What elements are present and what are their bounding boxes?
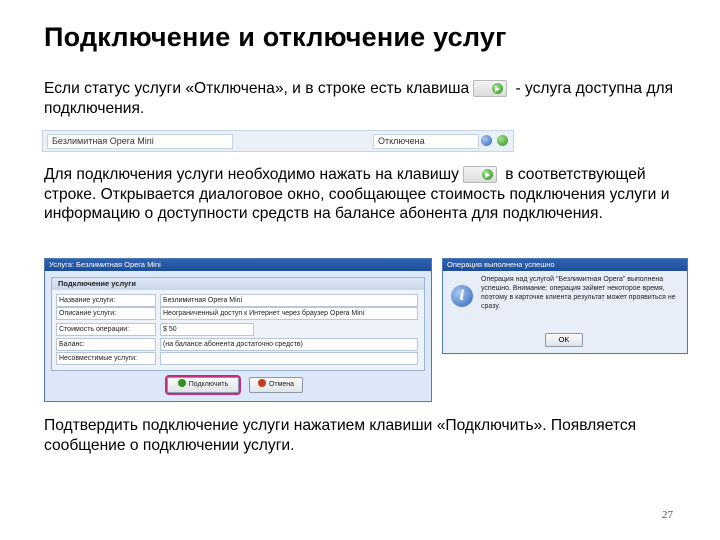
field-label: Баланс:: [56, 338, 156, 351]
connect-service-dialog: [44, 258, 432, 402]
info-icon[interactable]: [481, 135, 492, 146]
field-value: (на балансе абонента достаточно средств): [160, 338, 418, 351]
dialog-title: Операция выполнена успешно: [443, 259, 687, 271]
field-label: Стоимость операции:: [56, 323, 156, 336]
service-row: [42, 130, 514, 152]
paragraph-instructions: [44, 165, 684, 224]
field-row: [56, 294, 418, 306]
field-value: $ 50: [160, 323, 254, 336]
paragraph-text-before: Для подключения услуги необходимо нажать на клавишу: [44, 166, 459, 183]
field-row: [56, 352, 418, 364]
field-label: Название услуги:: [56, 294, 156, 307]
checkmark-icon: [178, 379, 186, 387]
cancel-button[interactable]: [249, 377, 303, 393]
connect-icon-button-example: [463, 166, 497, 183]
cancel-button-label: Отмена: [268, 381, 295, 388]
ok-button[interactable]: OK: [545, 333, 583, 347]
paragraph-availability: [44, 79, 684, 118]
success-dialog: [442, 258, 688, 354]
dialog-message: Операция над услугой "Безлимитная Opera" выполнена успешно. Внимание: операция займет некоторое время, поэтому в карточке клиента результат может проявиться не сразу.: [481, 276, 676, 310]
paragraph-text-after: - услуга доступна для подключения.: [44, 80, 674, 117]
green-arrow-icon: [492, 83, 503, 94]
connect-button[interactable]: [167, 377, 239, 393]
info-icon: i: [451, 285, 473, 307]
field-row: [56, 323, 418, 335]
field-value: Неограниченный доступ к Интернет через браузер Opera Mini: [160, 307, 418, 320]
field-value: Безлимитная Opera Mini: [160, 294, 418, 307]
connect-icon-button-example: [473, 80, 507, 97]
dialog-title: Услуга: Безлимитная Opera Mini: [45, 259, 431, 271]
page-title: Подключение и отключение услуг: [44, 22, 507, 52]
field-value: [160, 352, 418, 365]
paragraph-text-before: Если статус услуги «Отключена», и в строке есть клавиша: [44, 80, 470, 97]
service-name-cell: Безлимитная Opera Mini: [47, 134, 233, 149]
page-number: 27: [662, 509, 673, 521]
green-arrow-icon: [482, 169, 493, 180]
connect-group: [51, 277, 425, 371]
paragraph-confirm: Подтвердить подключение услуги нажатием клавиши «Подключить». Появляется сообщение о подключении услуги.: [44, 417, 637, 454]
connect-button-label: Подключить: [188, 381, 229, 388]
field-label: Описание услуги:: [56, 307, 156, 320]
close-icon: [258, 379, 266, 387]
field-row: [56, 338, 418, 350]
field-label: Несовместимые услуги:: [56, 352, 156, 365]
field-row: [56, 307, 418, 319]
service-status-cell: Отключена: [373, 134, 479, 149]
group-title: Подключение услуги: [52, 278, 424, 290]
connect-arrow-icon[interactable]: [497, 135, 508, 146]
paragraph-text-after: в соответствующей строке. Открывается диалоговое окно, сообщающее стоимость подключения услуги и информацию о доступности средств на балансе абонента для подключения.: [44, 166, 670, 222]
